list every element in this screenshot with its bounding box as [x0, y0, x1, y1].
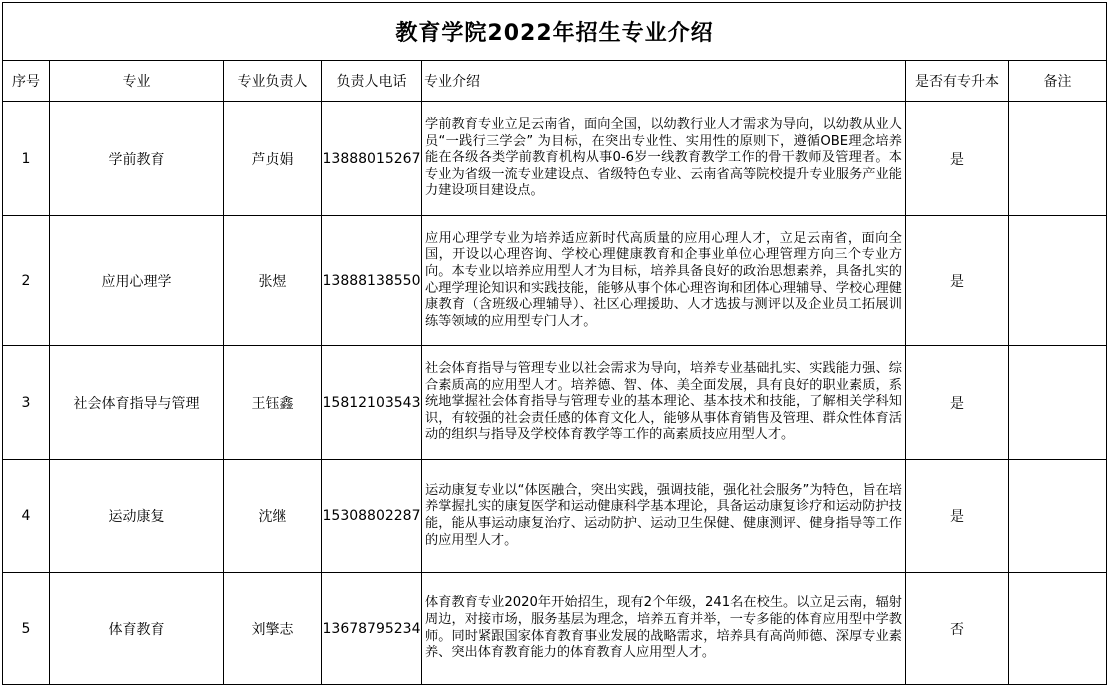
- row-note: [1009, 460, 1107, 573]
- row-index: 1: [3, 102, 50, 216]
- row-phone: 13888138550: [322, 216, 422, 346]
- row-index: 2: [3, 216, 50, 346]
- row-leader: 沈继: [224, 460, 322, 573]
- header-upgrade: 是否有专升本: [906, 61, 1009, 102]
- header-major: 专业: [50, 61, 224, 102]
- header-leader: 专业负责人: [224, 61, 322, 102]
- row-intro: 体育教育专业2020年开始招生，现有2个年级，241名在校生。以立足云南，辐射周边，对接市场，服务基层为理念，培养五育并举，一专多能的体育应用型中学教师。同时紧跟国家体育教育事业发展的战略需求，培养具有高尚师德、深厚专业素养、突出体育教育能力的体育教育人应用型人才。: [422, 573, 906, 685]
- row-intro: 运动康复专业以“体医融合，突出实践，强调技能，强化社会服务”为特色，旨在培养掌握扎实的康复医学和运动健康科学基本理论，具备运动康复诊疗和运动防护技能，能从事运动康复治疗、运动防护、运动卫生保健、健康测评、健身指导等工作的应用型人才。: [422, 460, 906, 573]
- table-row: [3, 216, 1107, 346]
- table-row: [3, 460, 1107, 573]
- row-major: 应用心理学: [50, 216, 224, 346]
- row-upgrade: 是: [906, 346, 1009, 460]
- majors-table: [2, 2, 1107, 685]
- row-intro: 社会体育指导与管理专业以社会需求为导向，培养专业基础扎实、实践能力强、综合素质高的应用型人才。培养德、智、体、美全面发展，具有良好的职业素质，系统地掌握社会体育指导与管理专业的基本理论、基本技术和技能，了解相关学科知识，有较强的社会责任感的体育文化人，能够从事体育销售及管理、群众性体育活动的组织与指导及学校体育教学等工作的高素质技应用型人才。: [422, 346, 906, 460]
- row-major: 社会体育指导与管理: [50, 346, 224, 460]
- table-row: [3, 346, 1107, 460]
- row-upgrade: 是: [906, 102, 1009, 216]
- row-leader: 王钰鑫: [224, 346, 322, 460]
- row-upgrade: 是: [906, 216, 1009, 346]
- row-intro: 学前教育专业立足云南省，面向全国，以幼教行业人才需求为导向，以幼教从业人员“一践行三学会” 为目标，在突出专业性、实用性的原则下，遵循OBE理念培养能在各级各类学前教育机构从事0-6岁一线教育教学工作的骨干教师及管理者。本专业为省级一流专业建设点、省级特色专业、云南省高等院校提升专业服务产业能力建设项目建设点。: [422, 102, 906, 216]
- row-note: [1009, 573, 1107, 685]
- row-phone: 15812103543: [322, 346, 422, 460]
- table-row: [3, 102, 1107, 216]
- row-leader: 芦贞娟: [224, 102, 322, 216]
- row-phone: 13888015267: [322, 102, 422, 216]
- row-index: 4: [3, 460, 50, 573]
- row-leader: 刘擎志: [224, 573, 322, 685]
- header-intro: 专业介绍: [422, 61, 906, 102]
- row-leader: 张煜: [224, 216, 322, 346]
- row-index: 3: [3, 346, 50, 460]
- row-major: 体育教育: [50, 573, 224, 685]
- table-row: [3, 573, 1107, 685]
- row-note: [1009, 216, 1107, 346]
- row-note: [1009, 346, 1107, 460]
- row-major: 运动康复: [50, 460, 224, 573]
- row-upgrade: 是: [906, 460, 1009, 573]
- row-phone: 15308802287: [322, 460, 422, 573]
- header-row: [3, 61, 1107, 102]
- row-intro: 应用心理学专业为培养适应新时代高质量的应用心理人才，立足云南省，面向全国，开设以心理咨询、学校心理健康教育和企事业单位心理管理方向三个专业方向。本专业以培养应用型人才为目标，培养具备良好的政治思想素养，具备扎实的心理学理论知识和实践技能，能够从事个体心理咨询和团体心理辅导、学校心理健康教育（含班级心理辅导）、社区心理援助、人才选拔与测评以及企业员工拓展训练等领域的应用型专门人才。: [422, 216, 906, 346]
- page-title: 教育学院2022年招生专业介绍: [3, 3, 1107, 61]
- row-major: 学前教育: [50, 102, 224, 216]
- header-note: 备注: [1009, 61, 1107, 102]
- row-upgrade: 否: [906, 573, 1009, 685]
- row-note: [1009, 102, 1107, 216]
- header-phone: 负责人电话: [322, 61, 422, 102]
- row-index: 5: [3, 573, 50, 685]
- header-index: 序号: [3, 61, 50, 102]
- row-phone: 13678795234: [322, 573, 422, 685]
